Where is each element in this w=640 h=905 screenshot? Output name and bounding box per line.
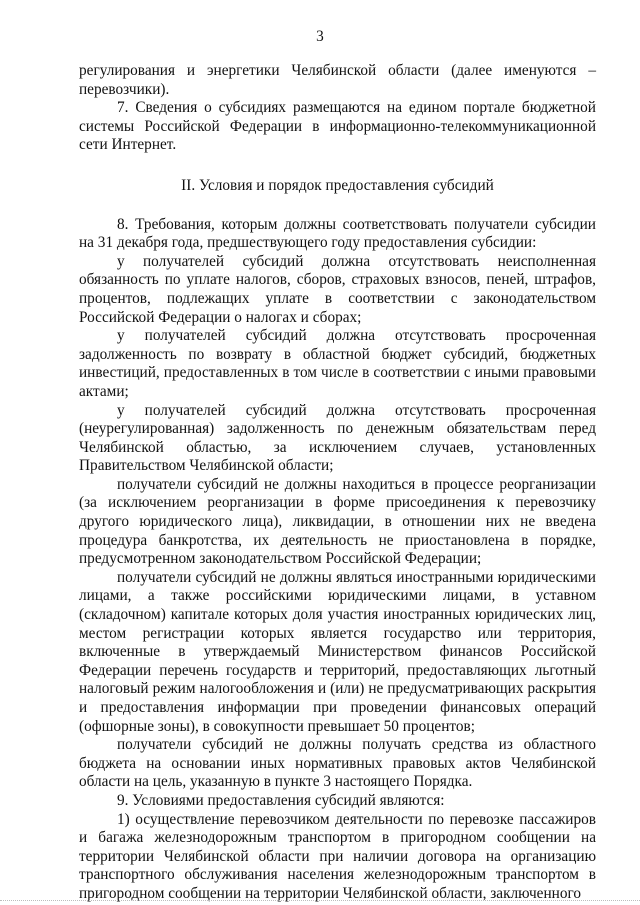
paragraph-9: 9. Условиями предоставления субсидий являются: xyxy=(117,791,445,809)
requirement-other-funds: получатели субсидий не должны получать средства из областного бюджета на основании иных нормативных правовых актов Челябинской области на цель, указанную в пункте 3 настоящего Порядка. xyxy=(79,736,596,791)
page-number: 3 xyxy=(316,28,324,45)
requirement-reorganization: получатели субсидий не должны находиться в процессе реорганизации (за исключением реорганизации в форме присоединения к перевозчику другого юридического лица), ликвидации, в отношении них не введена процедура банкротства, их деятельность не приостановлена в порядке, предусмотренном законодательством Российской Федерации; xyxy=(79,475,596,568)
requirement-foreign-entities: получатели субсидий не должны являться иностранными юридическими лицами, а также российскими юридическими лицами, в уставном (складочном) капитале которых доля участия иностранных юридических лиц, местом регистрации которых является государство или территория, включенные в утверждаемый Министерством финансов Российской Федерации перечень государств и территорий, предоставляющих льготный налоговый режим налогообложения и (или) не предусматривающих раскрытия и предоставления информации при проведении финансовых операций (офшорные зоны), в совокупности превышает 50 процентов; xyxy=(79,568,596,735)
requirement-taxes: у получателей субсидий должна отсутствовать неисполненная обязанность по уплате налогов, сборов, страховых взносов, пеней, штрафов, процентов, подлежащих уплате в соответствии с законодательством Российской Федерации о налогах и сборах; xyxy=(79,252,596,326)
requirement-overdue-obligations: у получателей субсидий должна отсутствовать просроченная (неурегулированная) задолженность по денежным обязательствам перед Челябинской областью, за исключением случаев, установленных Правительством Челябинской области; xyxy=(79,401,596,475)
condition-1: 1) осуществление перевозчиком деятельности по перевозке пассажиров и багажа железнодорожным транспортом в пригородном сообщении на территории Челябинской области при наличии договора на организацию транспортного обслуживания населения железнодорожным транспортом в пригородном сообщении на территории Челябинской области, заключенного xyxy=(79,810,596,902)
requirement-budget-debt: у получателей субсидий должна отсутствовать просроченная задолженность по возврату в областной бюджет субсидий, бюджетных инвестиций, предоставленных в том числе в соответствии с иными правовыми актами; xyxy=(79,327,596,400)
paragraph-continuation: регулирования и энергетики Челябинской области (далее именуются – перевозчики). xyxy=(79,62,596,98)
document-body xyxy=(79,62,596,904)
page-bottom-edge xyxy=(0,900,640,901)
section-heading: II. Условия и порядок предоставления субсидий xyxy=(181,176,494,194)
paragraph-8: 8. Требования, которым должны соответствовать получатели субсидии на 31 декабря года, предшествующего году предоставления субсидии: xyxy=(79,215,596,252)
paragraph-7: 7. Сведения о субсидиях размещаются на едином портале бюджетной системы Российской Федерации в информационно-телекоммуникационной сети Интернет. xyxy=(79,99,596,154)
